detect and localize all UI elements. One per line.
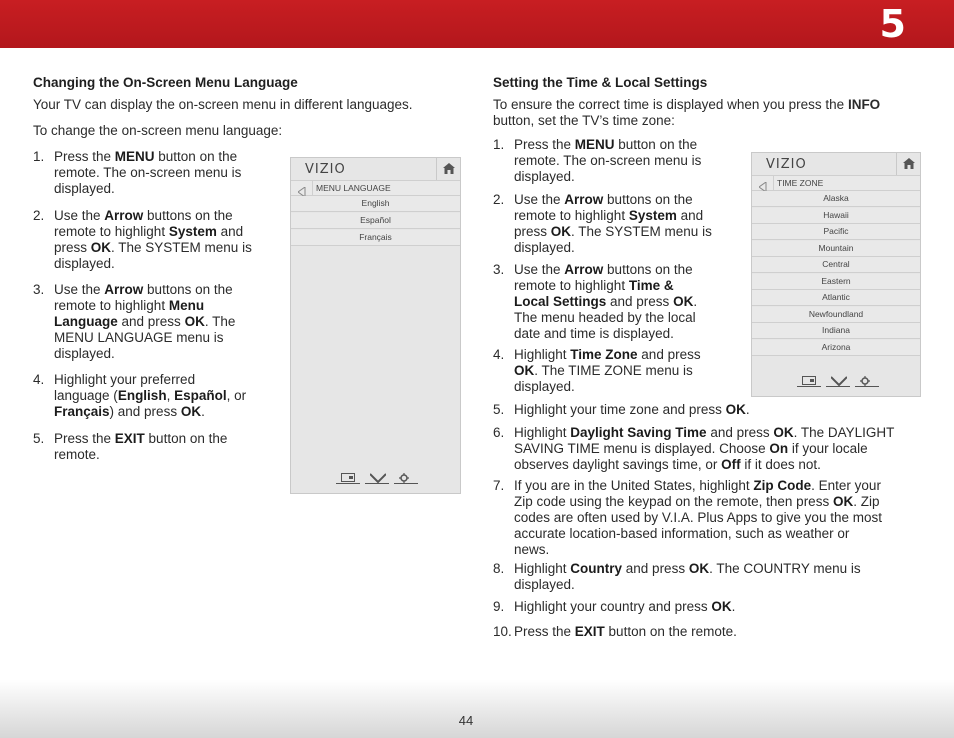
text-run: Highlight	[514, 347, 571, 362]
step-text	[514, 402, 750, 418]
bold-term: MENU	[574, 137, 615, 152]
text-line	[514, 294, 697, 310]
bold-term: Local Settings	[514, 294, 607, 309]
text-run: displayed.	[514, 577, 575, 592]
step-number: 8.	[493, 561, 505, 576]
text-run: . The DAYLIGHT	[793, 425, 895, 440]
text-run: and press	[637, 347, 701, 362]
text-run: displayed.	[514, 379, 575, 394]
time-settings-intro	[493, 97, 880, 129]
text-line	[514, 599, 735, 615]
wide-chevron-icon[interactable]	[826, 375, 850, 387]
text-line	[54, 282, 235, 298]
text-run: button on the	[154, 149, 238, 164]
text-run: displayed.	[514, 240, 575, 255]
text-line	[54, 314, 235, 330]
text-line	[54, 372, 246, 388]
bold-term: Español	[174, 388, 227, 403]
text-run: , or	[226, 388, 247, 403]
text-line	[54, 404, 246, 420]
text-line	[514, 363, 701, 379]
text-run: and press	[706, 425, 774, 440]
bold-term: Country	[570, 561, 623, 576]
tv-topbar	[291, 158, 460, 180]
step-text	[514, 599, 735, 615]
timezone-option-central[interactable]: Central	[752, 257, 920, 273]
tv-title-row	[291, 180, 460, 196]
text-run: remote. The on-screen menu is	[54, 165, 242, 180]
header-band	[0, 0, 954, 48]
text-run: and	[216, 224, 244, 239]
bold-term: System	[628, 208, 677, 223]
text-run: remote to highlight	[514, 208, 629, 223]
timezone-option-arizona[interactable]: Arizona	[752, 340, 920, 356]
step-number: 5.	[33, 431, 45, 446]
step-number: 4.	[33, 372, 45, 387]
text-line	[54, 240, 252, 256]
vizio-logo: VIZIO	[766, 157, 807, 172]
section-heading-menu-language: Changing the On-Screen Menu Language	[33, 75, 298, 90]
bold-term: Français	[54, 404, 110, 419]
bold-term: OK	[514, 363, 535, 378]
tv-menu-title: MENU LANGUAGE	[316, 183, 391, 193]
text-line	[493, 97, 880, 113]
bold-term: Arrow	[564, 262, 604, 277]
bold-term: OK	[184, 314, 205, 329]
text-line	[514, 402, 750, 418]
bold-term: Time Zone	[570, 347, 638, 362]
bold-term: OK	[725, 402, 746, 417]
step-text	[54, 282, 235, 362]
timezone-option-atlantic[interactable]: Atlantic	[752, 290, 920, 306]
text-run: observes daylight savings time, or	[514, 457, 722, 472]
text-run: press	[54, 240, 91, 255]
text-run: buttons on the	[603, 262, 693, 277]
text-run: Highlight your time zone and press	[514, 402, 726, 417]
text-run: buttons on the	[143, 208, 233, 223]
text-run: Highlight your preferred	[54, 372, 196, 387]
step-text	[54, 431, 227, 463]
step-number: 1.	[33, 149, 45, 164]
footer-band	[0, 680, 954, 738]
bold-term: Daylight Saving Time	[570, 425, 707, 440]
bold-term: Time &	[628, 278, 674, 293]
text-run: button on the	[144, 431, 228, 446]
text-run: if it does not.	[740, 457, 821, 472]
text-line	[514, 624, 737, 640]
bold-term: OK	[550, 224, 572, 239]
bold-term: EXIT	[114, 431, 145, 446]
bold-term: System	[168, 224, 217, 239]
text-run: accurate location-based information, such as weather or	[514, 526, 850, 541]
bold-term: OK	[688, 561, 710, 576]
text-run: and press	[622, 561, 689, 576]
text-run: Zip code using the keypad on the remote, then press	[514, 494, 833, 509]
text-run: .	[745, 402, 750, 417]
tv-bottom-controls	[336, 472, 421, 486]
text-run: and	[676, 208, 704, 223]
title-separator	[312, 181, 313, 195]
text-line	[514, 192, 712, 208]
timezone-option-alaska[interactable]: Alaska	[752, 191, 920, 207]
text-line	[514, 577, 861, 593]
text-line	[54, 256, 252, 272]
bold-term: Menu	[168, 298, 205, 313]
text-run: .	[201, 404, 205, 419]
text-line	[514, 224, 712, 240]
text-run: codes are often used by V.I.A. Plus Apps to give you the most	[514, 510, 882, 525]
text-run: displayed.	[54, 181, 115, 196]
text-line	[514, 240, 712, 256]
gear-icon[interactable]	[394, 472, 418, 484]
text-run: Use the	[514, 192, 565, 207]
text-line	[54, 447, 227, 463]
title-separator	[773, 176, 774, 190]
text-run: remote to highlight	[514, 278, 629, 293]
step-number: 6.	[493, 425, 505, 440]
chapter-number: 5	[879, 2, 906, 46]
text-line	[514, 169, 701, 185]
text-run: . The	[204, 314, 236, 329]
timezone-option-newfoundland[interactable]: Newfoundland	[752, 307, 920, 323]
text-run: Press the	[514, 624, 575, 639]
step-text	[514, 137, 701, 185]
bold-term: On	[769, 441, 789, 456]
vizio-logo: VIZIO	[305, 162, 346, 177]
text-run: ) and press	[109, 404, 181, 419]
text-run: The menu headed by the local	[514, 310, 696, 325]
step-number: 10.	[493, 624, 512, 639]
text-line	[514, 494, 882, 510]
text-run: .	[731, 599, 736, 614]
step-text	[514, 192, 712, 256]
text-line	[54, 181, 241, 197]
text-run: remote to highlight	[54, 224, 169, 239]
text-line	[54, 165, 241, 181]
text-line	[514, 137, 701, 153]
input-icon[interactable]	[797, 375, 821, 387]
text-run: if your locale	[788, 441, 868, 456]
bold-term: Arrow	[564, 192, 604, 207]
text-run: Highlight	[514, 561, 571, 576]
bold-term: INFO	[847, 97, 881, 112]
text-run: Highlight your country and press	[514, 599, 712, 614]
text-run: and press	[606, 294, 674, 309]
step-number: 1.	[493, 137, 505, 152]
text-line	[514, 347, 701, 363]
language-option-francais[interactable]: Français	[291, 230, 460, 246]
text-run: ,	[166, 388, 175, 403]
step-number: 3.	[33, 282, 45, 297]
step-text	[54, 208, 252, 272]
step-text	[514, 624, 737, 640]
step-text	[54, 149, 241, 197]
language-option-english[interactable]: English	[291, 196, 460, 212]
text-run: Use the	[54, 282, 105, 297]
step-text	[514, 347, 701, 395]
text-run: Use the	[514, 262, 565, 277]
text-line	[54, 346, 235, 362]
home-icon[interactable]	[436, 158, 460, 180]
text-run: Use the	[54, 208, 105, 223]
text-line	[514, 542, 882, 558]
step-text	[54, 372, 246, 420]
tv-bottom-controls	[797, 375, 882, 389]
text-run: MENU LANGUAGE menu is	[54, 330, 224, 345]
text-line	[54, 330, 235, 346]
tv-menu-title: TIME ZONE	[777, 178, 824, 188]
text-run: If you are in the United States, highlight	[514, 478, 754, 493]
bold-term: OK	[832, 494, 854, 509]
bold-term: Arrow	[104, 208, 144, 223]
timezone-option-indiana[interactable]: Indiana	[752, 323, 920, 339]
text-run: . The SYSTEM menu is	[571, 224, 712, 239]
timezone-option-hawaii[interactable]: Hawaii	[752, 208, 920, 224]
text-run: . The SYSTEM menu is	[111, 240, 252, 255]
text-run: Highlight	[514, 425, 571, 440]
text-line	[514, 153, 701, 169]
text-line	[514, 441, 894, 457]
text-line	[514, 457, 894, 473]
bold-term: English	[117, 388, 167, 403]
text-line	[514, 478, 882, 494]
bold-term: Arrow	[104, 282, 144, 297]
text-line	[514, 208, 712, 224]
wide-chevron-icon[interactable]	[365, 472, 389, 484]
text-run: button, set the TV’s time zone:	[493, 113, 675, 128]
bold-term: OK	[180, 404, 202, 419]
bold-term: Off	[721, 457, 741, 472]
bold-term: EXIT	[574, 624, 605, 639]
menu-language-intro: Your TV can display the on-screen menu in different languages.	[33, 97, 413, 112]
text-run: . The COUNTRY menu is	[709, 561, 861, 576]
text-run: displayed.	[54, 346, 115, 361]
tv-title-row	[752, 175, 920, 191]
text-run: displayed.	[54, 256, 115, 271]
menu-language-screen	[290, 157, 461, 494]
text-run: and press	[117, 314, 185, 329]
text-run: date and time is displayed.	[514, 326, 674, 341]
tv-topbar	[752, 153, 920, 175]
text-run: .	[693, 294, 698, 309]
text-line	[514, 510, 882, 526]
text-line	[514, 310, 697, 326]
text-run: . The TIME ZONE menu is	[534, 363, 693, 378]
step-number: 2.	[33, 208, 45, 223]
text-run: Press the	[54, 431, 115, 446]
step-number: 9.	[493, 599, 505, 614]
bold-term: OK	[90, 240, 112, 255]
timezone-option-pacific[interactable]: Pacific	[752, 224, 920, 240]
text-line	[54, 388, 246, 404]
section-heading-time-settings: Setting the Time & Local Settings	[493, 75, 708, 90]
text-run: buttons on the	[603, 192, 693, 207]
text-run: Press the	[514, 137, 575, 152]
text-line	[54, 208, 252, 224]
text-run: remote. The on-screen menu is	[514, 153, 702, 168]
timezone-option-mountain[interactable]: Mountain	[752, 241, 920, 257]
text-line	[54, 298, 235, 314]
step-text	[514, 561, 861, 593]
text-run: displayed.	[514, 169, 575, 184]
text-run: button on the	[614, 137, 698, 152]
text-line	[514, 262, 697, 278]
text-line	[514, 425, 894, 441]
text-run: To ensure the correct time is displayed when you press the	[493, 97, 848, 112]
bold-term: OK	[773, 425, 794, 440]
home-icon[interactable]	[896, 153, 920, 175]
step-number: 2.	[493, 192, 505, 207]
input-icon[interactable]	[336, 472, 360, 484]
step-text	[514, 262, 697, 342]
text-run: language (	[54, 388, 118, 403]
text-run: . Enter your	[811, 478, 881, 493]
step-number: 3.	[493, 262, 505, 277]
menu-language-lead: To change the on-screen menu language:	[33, 123, 283, 138]
text-line	[514, 278, 697, 294]
text-run: button on the remote.	[604, 624, 737, 639]
text-run: SAVING TIME menu is displayed. Choose	[514, 441, 770, 456]
text-run: press	[514, 224, 551, 239]
step-number: 4.	[493, 347, 505, 362]
text-line	[514, 526, 882, 542]
bold-term: Zip Code	[753, 478, 812, 493]
text-line	[493, 113, 880, 129]
text-run: buttons on the	[143, 282, 233, 297]
text-line	[514, 561, 861, 577]
bold-term: Language	[54, 314, 118, 329]
step-number: 7.	[493, 478, 505, 493]
text-line	[54, 224, 252, 240]
timezone-option-eastern[interactable]: Eastern	[752, 274, 920, 290]
gear-icon[interactable]	[855, 375, 879, 387]
bold-term: OK	[711, 599, 732, 614]
text-run: remote to highlight	[54, 298, 169, 313]
text-run: . Zip	[853, 494, 880, 509]
bold-term: MENU	[114, 149, 155, 164]
step-text	[514, 425, 894, 473]
language-option-espanol[interactable]: Español	[291, 213, 460, 229]
time-zone-screen	[751, 152, 921, 397]
text-line	[54, 431, 227, 447]
text-run: news.	[514, 542, 550, 557]
text-line	[54, 149, 241, 165]
bold-term: OK	[673, 294, 694, 309]
text-run: Press the	[54, 149, 115, 164]
page-number: 44	[458, 713, 474, 728]
step-number: 5.	[493, 402, 505, 417]
text-run: remote.	[54, 447, 100, 462]
step-text	[514, 478, 882, 558]
text-line	[514, 326, 697, 342]
text-line	[514, 379, 701, 395]
